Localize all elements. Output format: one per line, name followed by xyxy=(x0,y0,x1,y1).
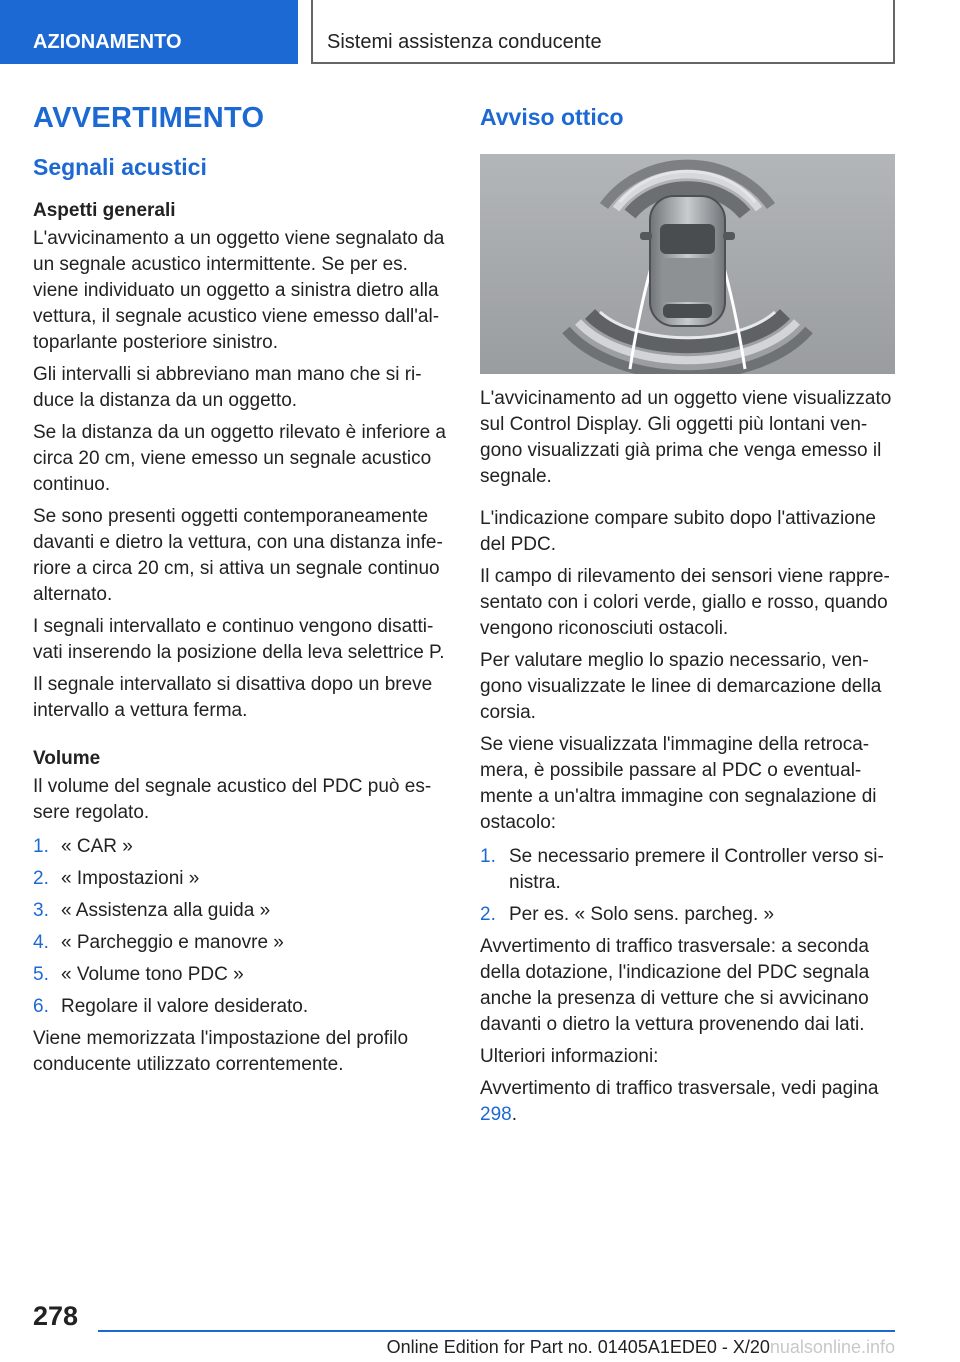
paragraph: I segnali intervallato e continuo vengono disattivati inserendo la posizione della leva selettrice P. xyxy=(33,616,445,663)
volume-heading: Volume xyxy=(33,748,101,769)
step-number: 3. xyxy=(33,900,49,921)
paragraph: Il segnale intervallato si disattiva dopo un breve intervallo a vettura ferma. xyxy=(33,674,433,721)
paragraph: Per valutare meglio lo spazio necessario, vengono visualizzate le linee di demarcazione della corsia. xyxy=(480,650,882,723)
step-text: « CAR » xyxy=(61,836,133,857)
paragraph: Viene memorizzata l'impostazione del profilo conducente utilizzato correntemente. xyxy=(33,1028,409,1075)
paragraph: Se la distanza da un oggetto rilevato è inferiore a circa 20 cm, viene emesso un segnale acustico continuo. xyxy=(33,422,446,495)
paragraph: Il campo di rilevamento dei sensori viene rappresentato con i colori verde, giallo e rosso, quando vengono riconosciuti ostacoli. xyxy=(480,566,890,639)
step-number: 6. xyxy=(33,996,49,1017)
list-item xyxy=(480,844,895,896)
step-number: 2. xyxy=(33,868,49,889)
left-column xyxy=(33,100,448,1078)
footer-divider xyxy=(98,1330,895,1332)
step-text: Per es. « Solo sens. parcheg. » xyxy=(509,904,775,925)
paragraph: Se viene visualizzata l'immagine della retrocamera, è possibile passare al PDC o eventualmente a un'altra immagine con segnalazione di ostacolo: xyxy=(480,734,877,833)
volume-steps-list xyxy=(33,834,448,1020)
pdc-illustration xyxy=(480,154,895,374)
cross-reference-end: . xyxy=(511,1104,517,1125)
paragraph: L'indicazione compare subito dopo l'attivazione del PDC. xyxy=(480,508,876,555)
list-item xyxy=(33,994,448,1020)
general-aspects-heading: Aspetti generali xyxy=(33,200,176,221)
step-number: 2. xyxy=(480,904,496,925)
camera-steps-list xyxy=(480,844,895,928)
list-item xyxy=(33,898,448,924)
paragraph: L'avvicinamento ad un oggetto viene visualizzato sul Control Display. Gli oggetti più lontani vengono visualizzati già prima che venga emesso il segnale. xyxy=(480,388,892,487)
step-number: 1. xyxy=(33,836,49,857)
paragraph: Avvertimento di traffico trasversale: a seconda della dotazione, l'indicazione del PDC segnala anche la presenza di vetture che si avvicinano davanti o dietro la vettura provenendo dai lati. xyxy=(480,936,870,1035)
page-number: 278 xyxy=(33,1301,79,1331)
step-number: 5. xyxy=(33,964,49,985)
step-text: Se necessario premere il Controller verso sinistra. xyxy=(509,846,884,893)
list-item xyxy=(33,866,448,892)
optical-warning-heading: Avviso ottico xyxy=(480,104,624,130)
paragraph: Gli intervalli si abbreviano man mano che si riduce la distanza da un oggetto. xyxy=(33,364,422,411)
paragraph: L'avvicinamento a un oggetto viene segnalato da un segnale acustico intermittente. Se per es. viene individuato un oggetto a sinistra dietro alla vettura, il segnale acustico viene emesso dall'altoparlante posteriore sinistro. xyxy=(33,228,445,353)
paragraph: Ulteriori informazioni: xyxy=(480,1046,659,1067)
chapter-title: Sistemi assistenza conducente xyxy=(327,31,602,53)
step-text: « Volume tono PDC » xyxy=(61,964,244,985)
section-tab xyxy=(0,0,298,64)
step-number: 1. xyxy=(480,846,496,867)
list-item xyxy=(33,962,448,988)
step-text: « Impostazioni » xyxy=(61,868,200,889)
cross-reference-text: Avvertimento di traffico trasversale, vedi pagina xyxy=(480,1078,879,1099)
car-top-view xyxy=(640,196,735,326)
step-text: Regolare il valore desiderato. xyxy=(61,996,309,1017)
list-item xyxy=(33,930,448,956)
section-title: AZIONAMENTO xyxy=(33,31,182,53)
list-item xyxy=(33,834,448,860)
paragraph: Il volume del segnale acustico del PDC può essere regolato. xyxy=(33,776,432,823)
list-item xyxy=(480,902,895,928)
pdc-display-image xyxy=(480,154,895,374)
paragraph xyxy=(480,1076,895,1128)
paragraph: Se sono presenti oggetti contemporaneamente davanti e dietro la vettura, con una distanza inferiore a circa 20 cm, si attiva un segnale continuo alternato. xyxy=(33,506,443,605)
step-text: « Parcheggio e manovre » xyxy=(61,932,284,953)
acoustic-signals-heading: Segnali acustici xyxy=(33,154,207,180)
warning-heading: AVVERTIMENTO xyxy=(33,102,265,134)
watermark-text: nualsonline.info xyxy=(769,1337,895,1357)
page-link[interactable]: 298 xyxy=(480,1104,512,1125)
step-text: « Assistenza alla guida » xyxy=(61,900,271,921)
right-column xyxy=(480,100,895,1128)
edition-text: Online Edition for Part no. 01405A1EDE0 - X/20 xyxy=(386,1337,770,1357)
step-number: 4. xyxy=(33,932,49,953)
chapter-header xyxy=(311,0,895,64)
footer-edition xyxy=(365,1336,895,1358)
